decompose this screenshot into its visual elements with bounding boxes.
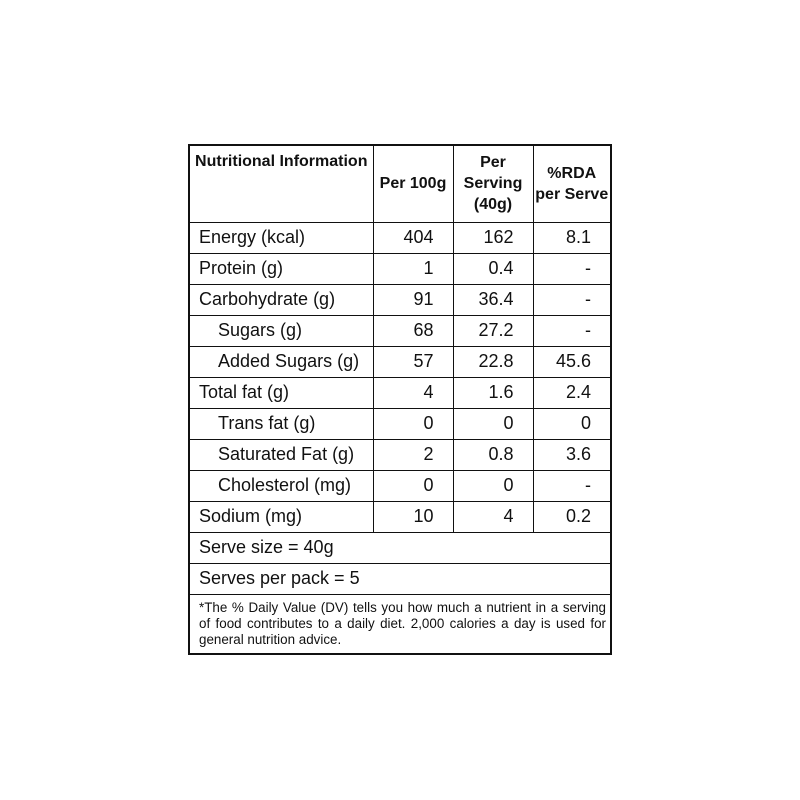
nutrient-name: Carbohydrate (g): [190, 284, 373, 315]
serves-per-pack-row: [190, 563, 610, 594]
per-serving-value: 162: [453, 222, 533, 253]
table-row: [190, 284, 610, 315]
per-100g-value: 1: [373, 253, 453, 284]
rda-value: 2.4: [533, 377, 610, 408]
table-row: [190, 315, 610, 346]
footnote-row: [190, 594, 610, 653]
nutrient-name: Energy (kcal): [190, 222, 373, 253]
nutrient-name: Saturated Fat (g): [190, 439, 373, 470]
daily-value-footnote: *The % Daily Value (DV) tells you how much a nutrient in a serving of food contributes to a daily diet. 2,000 calories a day is used for general nutrition advice.: [190, 594, 610, 653]
per-100g-value: 4: [373, 377, 453, 408]
nutrition-facts-panel: [188, 144, 612, 655]
rda-value: 3.6: [533, 439, 610, 470]
per-100g-value: 2: [373, 439, 453, 470]
table-row: [190, 408, 610, 439]
nutrition-table: [190, 146, 610, 653]
header-rda-per-serve: %RDA per Serve: [533, 146, 610, 222]
per-serving-value: 0.8: [453, 439, 533, 470]
table-row: [190, 377, 610, 408]
rda-value: -: [533, 284, 610, 315]
nutrient-name: Added Sugars (g): [190, 346, 373, 377]
rda-value: -: [533, 315, 610, 346]
per-serving-value: 0.4: [453, 253, 533, 284]
per-serving-value: 27.2: [453, 315, 533, 346]
table-row: [190, 439, 610, 470]
table-row: [190, 501, 610, 532]
table-row: [190, 253, 610, 284]
per-100g-value: 91: [373, 284, 453, 315]
table-row: [190, 346, 610, 377]
per-serving-value: 22.8: [453, 346, 533, 377]
serve-size-row: [190, 532, 610, 563]
nutrient-name: Sodium (mg): [190, 501, 373, 532]
rda-value: 0: [533, 408, 610, 439]
header-row: [190, 146, 610, 222]
per-serving-value: 1.6: [453, 377, 533, 408]
table-row: [190, 222, 610, 253]
per-100g-value: 0: [373, 408, 453, 439]
per-serving-value: 36.4: [453, 284, 533, 315]
nutrient-name: Protein (g): [190, 253, 373, 284]
rda-value: 8.1: [533, 222, 610, 253]
per-100g-value: 57: [373, 346, 453, 377]
per-100g-value: 404: [373, 222, 453, 253]
header-per-100g: Per 100g: [373, 146, 453, 222]
per-serving-value: 0: [453, 470, 533, 501]
serves-per-pack: Serves per pack = 5: [190, 563, 610, 594]
per-serving-value: 0: [453, 408, 533, 439]
header-nutritional-information: Nutritional Information: [190, 146, 373, 222]
rda-value: 0.2: [533, 501, 610, 532]
nutrient-name: Trans fat (g): [190, 408, 373, 439]
nutrient-name: Sugars (g): [190, 315, 373, 346]
rda-value: 45.6: [533, 346, 610, 377]
per-100g-value: 10: [373, 501, 453, 532]
per-100g-value: 68: [373, 315, 453, 346]
header-per-serving: Per Serving (40g): [453, 146, 533, 222]
serve-size: Serve size = 40g: [190, 532, 610, 563]
nutrient-name: Cholesterol (mg): [190, 470, 373, 501]
rda-value: -: [533, 470, 610, 501]
nutrient-name: Total fat (g): [190, 377, 373, 408]
table-row: [190, 470, 610, 501]
per-serving-value: 4: [453, 501, 533, 532]
per-100g-value: 0: [373, 470, 453, 501]
rda-value: -: [533, 253, 610, 284]
